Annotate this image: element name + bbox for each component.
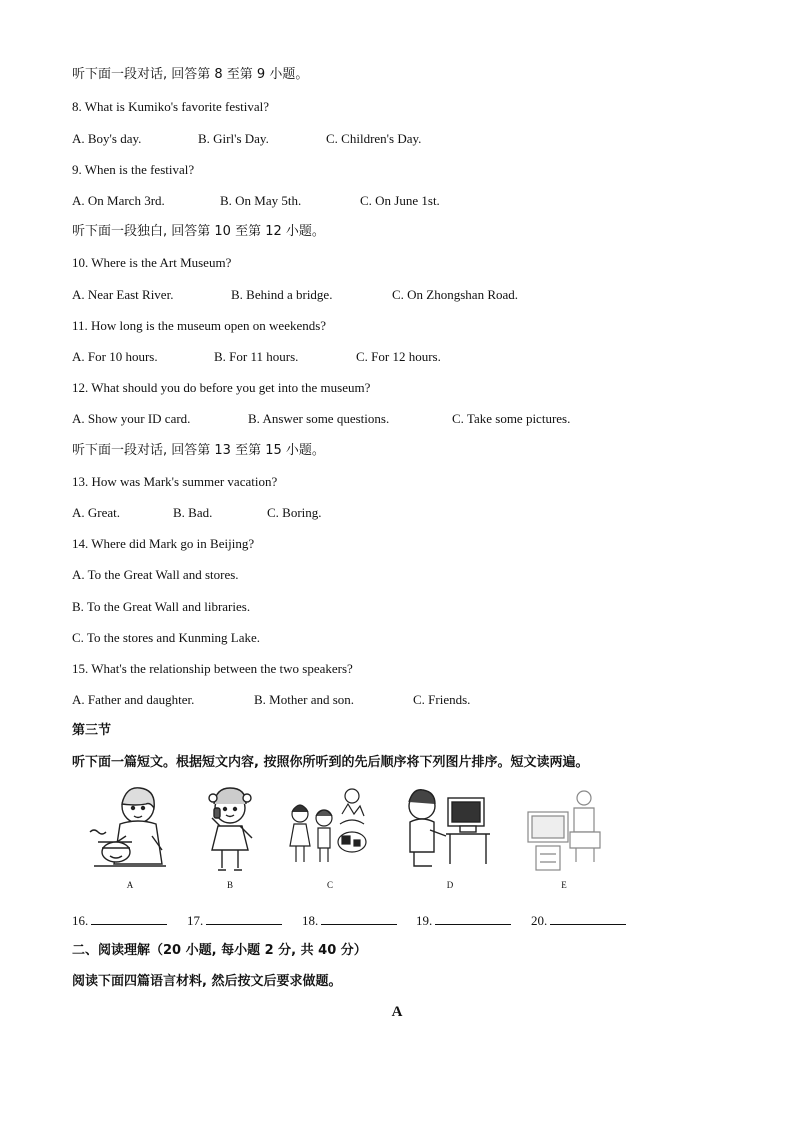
option-10c: C. On Zhongshan Road. bbox=[392, 287, 519, 302]
answer-line[interactable] bbox=[91, 911, 167, 925]
option-8a: A. Boy's day. bbox=[72, 131, 142, 146]
blank-number: 19. bbox=[416, 913, 433, 928]
part3-title: 第三节 bbox=[72, 723, 112, 738]
question-15: 15. What's the relationship between the two speakers? bbox=[72, 661, 353, 676]
picture-a bbox=[80, 784, 180, 894]
question-14: 14. Where did Mark go in Beijing? bbox=[72, 536, 255, 551]
answer-line[interactable] bbox=[550, 911, 626, 925]
blank-number: 18. bbox=[302, 913, 319, 928]
picture-row bbox=[80, 784, 640, 894]
picture-label-b: B bbox=[226, 880, 233, 890]
answer-blanks bbox=[72, 911, 672, 931]
reading-instructions: 阅读下面四篇语言材料, 然后按文后要求做题。 bbox=[72, 974, 342, 989]
option-14a: A. To the Great Wall and stores. bbox=[72, 567, 239, 582]
answer-line[interactable] bbox=[206, 911, 282, 925]
question-10: 10. Where is the Art Museum? bbox=[72, 255, 232, 270]
blank-19[interactable] bbox=[416, 911, 511, 929]
option-12a: A. Show your ID card. bbox=[72, 411, 191, 426]
blank-20[interactable] bbox=[531, 911, 626, 929]
woman-cooking-icon bbox=[80, 784, 180, 876]
option-15c: C. Friends. bbox=[413, 692, 471, 707]
picture-label-e: E bbox=[561, 880, 567, 890]
children-with-lanterns-icon bbox=[280, 784, 380, 876]
girl-on-phone-icon bbox=[180, 784, 280, 876]
blank-17[interactable] bbox=[187, 911, 282, 929]
blank-18[interactable] bbox=[302, 911, 397, 929]
option-10b: B. Behind a bridge. bbox=[231, 287, 333, 302]
option-9b: B. On May 5th. bbox=[220, 193, 302, 208]
blank-number: 20. bbox=[531, 913, 548, 928]
option-12b: B. Answer some questions. bbox=[248, 411, 390, 426]
section-intro-8-9: 听下面一段对话, 回答第 8 至第 9 小题。 bbox=[72, 67, 309, 82]
question-11: 11. How long is the museum open on weekends? bbox=[72, 318, 327, 333]
option-14b: B. To the Great Wall and libraries. bbox=[72, 599, 251, 614]
option-15a: A. Father and daughter. bbox=[72, 692, 195, 707]
blank-number: 17. bbox=[187, 913, 204, 928]
option-13b: B. Bad. bbox=[173, 505, 213, 520]
part3-instructions: 听下面一篇短文。根据短文内容, 按照你所听到的先后顺序将下列图片排序。短文读两遍。 bbox=[72, 755, 589, 770]
option-13a: A. Great. bbox=[72, 505, 121, 520]
question-9: 9. When is the festival? bbox=[72, 162, 195, 177]
picture-label-c: C bbox=[326, 880, 333, 890]
option-14c: C. To the stores and Kunming Lake. bbox=[72, 630, 261, 645]
blank-number: 16. bbox=[72, 913, 89, 928]
picture-d bbox=[400, 784, 500, 894]
option-11c: C. For 12 hours. bbox=[356, 349, 441, 364]
option-11b: B. For 11 hours. bbox=[214, 349, 299, 364]
option-8c: C. Children's Day. bbox=[326, 131, 422, 146]
section-intro-10-12: 听下面一段独白, 回答第 10 至第 12 小题。 bbox=[72, 224, 325, 239]
picture-label-a: A bbox=[126, 880, 134, 890]
option-10a: A. Near East River. bbox=[72, 287, 174, 302]
option-11a: A. For 10 hours. bbox=[72, 349, 158, 364]
picture-c bbox=[280, 784, 380, 894]
picture-b bbox=[180, 784, 280, 894]
man-watching-tv-icon bbox=[514, 784, 614, 876]
passage-label: A bbox=[391, 1004, 403, 1020]
option-12c: C. Take some pictures. bbox=[452, 411, 571, 426]
answer-line[interactable] bbox=[321, 911, 397, 925]
reading-section-title: 二、阅读理解（20 小题, 每小题 2 分, 共 40 分） bbox=[72, 943, 367, 958]
answer-line[interactable] bbox=[435, 911, 511, 925]
blank-16[interactable] bbox=[72, 911, 167, 929]
picture-label-d: D bbox=[446, 880, 454, 890]
boy-at-computer-icon bbox=[400, 784, 500, 876]
picture-e bbox=[514, 784, 614, 894]
option-13c: C. Boring. bbox=[267, 505, 322, 520]
option-8b: B. Girl's Day. bbox=[198, 131, 269, 146]
question-8: 8. What is Kumiko's favorite festival? bbox=[72, 99, 270, 114]
question-12: 12. What should you do before you get into the museum? bbox=[72, 380, 371, 395]
option-9a: A. On March 3rd. bbox=[72, 193, 165, 208]
question-13: 13. How was Mark's summer vacation? bbox=[72, 474, 278, 489]
section-intro-13-15: 听下面一段对话, 回答第 13 至第 15 小题。 bbox=[72, 443, 325, 458]
option-9c: C. On June 1st. bbox=[360, 193, 440, 208]
option-15b: B. Mother and son. bbox=[254, 692, 355, 707]
